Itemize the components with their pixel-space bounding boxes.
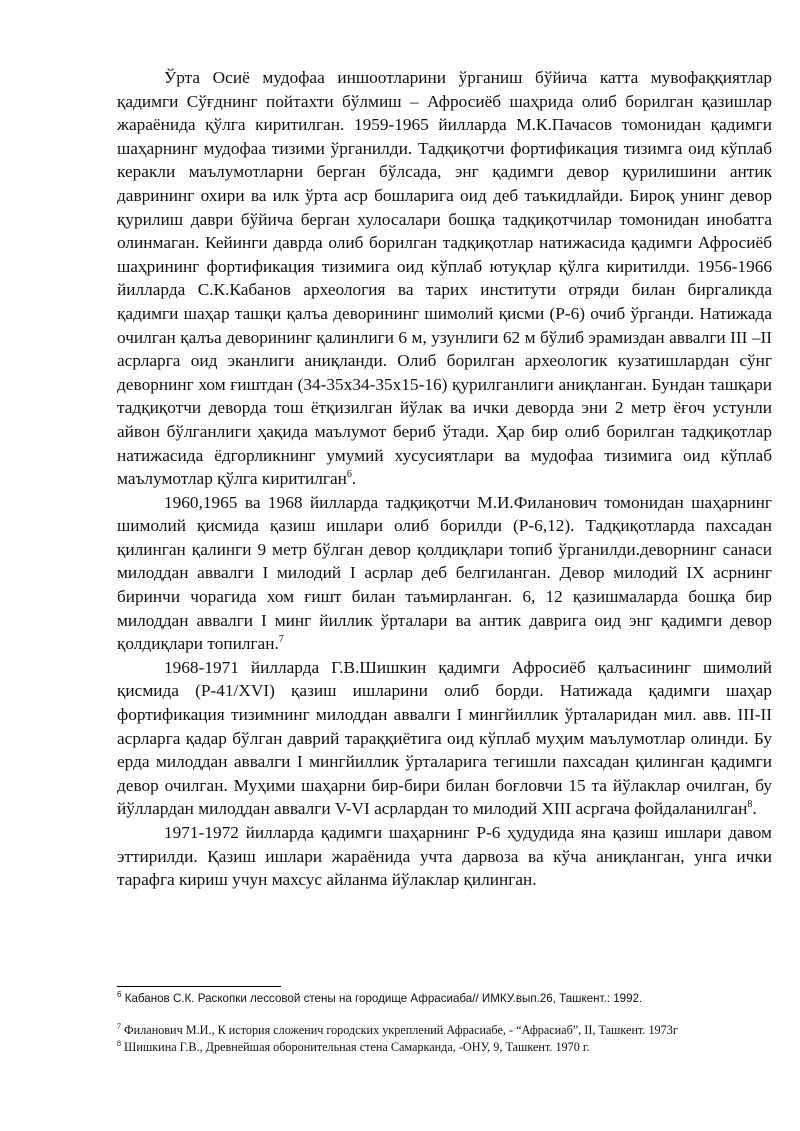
paragraph-3-text: 1968-1971 йилларда Г.В.Шишкин қадимги Афросиёб қалъасининг шимолий қисмида (Р-41/ХVI) қазиш ишларини олиб борди. Натижада қадимги шаҳар фортификация тизимнинг милоддан аввалги I мингйиллик ўрталаридан мил. авв. III-II асрларга қадар бўлган даврий тараққиётига оид кўплаб муҳим маълумотлар олинди. Бу ерда милоддан аввалги I мингйиллик ўрталарига тегишли пахсадан қилинган қадимги девор очилган. Муҳими шаҳарни бир-бири билан боғловчи 15 та йўлаклар очилган, бу йўллардан милоддан аввалги V-VI асрлардан то милодий XIII асргача фойдаланилган <box>117 657 772 819</box>
footnote-7-text: Филанович М.И., К история сложенич городских укреплений Афрасиабе, - “Афрасиаб”, II, Ташкент. 1973г <box>124 1023 678 1037</box>
footnote-mark-8: 8 <box>117 1038 121 1048</box>
footnote-ref-7[interactable]: 7 <box>278 634 284 646</box>
paragraph-2-text: 1960,1965 ва 1968 йилларда тадқиқотчи М.И.Филанович томонидан шаҳарнинг шимолий қисмида қазиш ишлари олиб борилди (Р-6,12). Тадқиқотларда пахсадан қилинган қалинги 9 метр бўлган девор қолдиқлари топиб ўрганилди.деворнинг санаси милоддан аввалги I милодий I асрлар деб белгиланган. Девор милодий IХ асрнинг биринчи чорагида хом ғишт билан таъмирланган. 6, 12 қазишмаларда бошқа бир милоддан аввалги I минг йиллик ўрталари ва антик даврига оид энг қадимги девор қолдиқлари топилган. <box>117 492 772 654</box>
paragraph-3-tail: . <box>752 799 757 819</box>
paragraph-2 <box>117 491 772 656</box>
paragraph-1 <box>117 66 772 491</box>
footnote-separator <box>117 986 281 987</box>
paragraph-1-tail: . <box>351 469 357 489</box>
footnote-8-text: Шишкина Г.В., Древнейшая оборонительная стена Самарканда, -ОНУ, 9, Ташкент. 1970 г. <box>124 1040 590 1054</box>
footnote-8 <box>117 1039 777 1055</box>
paragraph-4-text: 1971-1972 йилларда қадимги шаҳарнинг Р-6 ҳудудида яна қазиш ишлари давом эттирилди. Қазиш ишлари жараёнида учта дарвоза ва кўча аниқланган, унга ички тарафга кириш учун махсус айланма йўлаклар қилинган. <box>117 823 772 890</box>
footnote-mark-7: 7 <box>117 1021 121 1031</box>
footnote-ref-6[interactable]: 6 <box>346 469 352 481</box>
footnote-6-text: Кабанов С.К. Раскопки лессовой стены на городище Афрасиаба// ИМКУ.вып.26, Ташкент.: 1992. <box>124 992 643 1005</box>
footnote-7 <box>117 1022 777 1038</box>
footnote-ref-8[interactable]: 8 <box>747 799 753 811</box>
paragraph-1-text: Ўрта Осиё мудофаа иншоотларини ўрганиш бўйича катта мувофаққиятлар қадимги Сўғднинг пойтахти бўлмиш – Афросиёб шаҳрида олиб борилган қазишлар жараёнида қўлга киритилган. 1959-1965 йилларда М.К.Пачасов томонидан қадимги шаҳарнинг мудофаа тизими ўрганилди. Тадқиқотчи фортификация тизимга оид кўплаб керакли маълумотларни берган бўлсада, энг қадимги девор қурилишини антик даврининг охири ва илк ўрта аср бошларига оид деб таъкидлайди. Бироқ унинг девор қурилиш даври бўйича берган хулосалари бошқа тадқиқотчилар томонидан инобатга олинмаган. Кейинги даврда олиб борилган тадқиқотлар натижасида қадимги Афросиёб шаҳрининг фортификация тизимига оид кўплаб ютуқлар қўлга киритилди. 1956-1966 йилларда С.К.Кабанов археология ва тарих институти отряди билан биргаликда қадимги шаҳар ташқи қалъа деворининг шимолий қисми (Р-6) очиб ўрганди. Натижада очилган қалъа деворининг қалинлиги 6 м, узунлиги 62 м бўлиб эрамиздан аввалги III –II асрларга оид эканлиги аниқланди. Олиб борилган археологик кузатишлардан сўнг девoрнинг хом ғиштдан (34-35х34-35х15-16) қурилганлиги аниқланган. Бундан ташқари тадқиқотчи деворда тош ётқизилган йўлак ва ички деворда эни 2 метр ёғоч устунли айвон бўлганлиги ҳақида маълумот бериб ўтади. Ҳар бир олиб борилган тадқиқотлар натижасида ёдгорликнинг умумий хусусиятлари ва мудофаа тизимига оид кўплаб маълумотлар қўлга киритилган <box>117 68 772 489</box>
paragraph-4 <box>117 821 772 892</box>
body-text <box>117 66 772 892</box>
footnote-mark-6: 6 <box>117 990 122 1000</box>
footnote-6 <box>117 991 777 1007</box>
paragraph-3 <box>117 656 772 821</box>
